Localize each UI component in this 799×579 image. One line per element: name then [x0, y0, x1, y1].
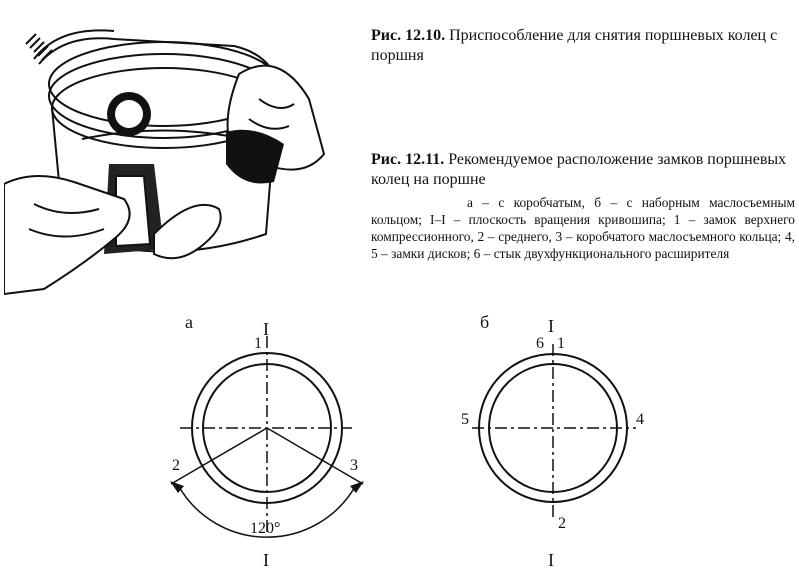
- diagram-b-lock-5: 5: [461, 411, 469, 428]
- diagram-a-lock-3: 3: [350, 457, 358, 474]
- figure-12-11-caption: [371, 150, 796, 190]
- diagram-b-lock-2: 2: [558, 515, 566, 532]
- diagram-a-angle: 120°: [250, 520, 281, 537]
- diagram-a-plane-top: I: [263, 319, 269, 339]
- diagram-b-lock-1: 1: [557, 335, 565, 352]
- figure-12-10-title: Приспособление для снятия поршневых колец с поршня: [371, 27, 778, 64]
- diagram-b-lock-6: 6: [536, 335, 544, 352]
- figure-12-10-number: Рис. 12.10.: [371, 27, 446, 44]
- diagram-a-letter: а: [185, 312, 193, 332]
- ring-lock-diagrams: [150, 300, 799, 579]
- diagram-b-lock-4: 4: [636, 411, 644, 428]
- diagram-a-lock-2-line: [171, 428, 267, 484]
- diagram-a-plane-bottom: I: [263, 550, 269, 570]
- figure-12-11-legend: а – с коробчатым, б – с наборным маслосъемным кольцом; I–I – плоскость вращения кривошипа; 1 – замок верхнего компрессионного, 2 – среднего, 3 – коробчатого маслосъемного кольца; 4, 5 – замки дисков; 6 – стык двухфункционального расширителя: [371, 195, 795, 261]
- figure-12-11-number: Рис. 12.11.: [371, 151, 445, 168]
- diagram-b-plane-top: I: [548, 316, 554, 336]
- figure-12-10-caption: [371, 26, 796, 66]
- diagram-b-plane-bottom: I: [548, 550, 554, 570]
- piston-ring-tool-illustration: [4, 4, 334, 296]
- diagram-a-lock-3-line: [267, 428, 363, 484]
- diagram-b-letter: б: [480, 312, 490, 332]
- diagram-b: [461, 312, 644, 570]
- figure-12-11-title: Рекомендуемое расположение замков поршневых колец на поршне: [371, 151, 787, 188]
- diagram-a-lock-2: 2: [172, 457, 180, 474]
- diagram-a-lock-1: 1: [254, 335, 262, 352]
- diagram-a: [170, 312, 364, 570]
